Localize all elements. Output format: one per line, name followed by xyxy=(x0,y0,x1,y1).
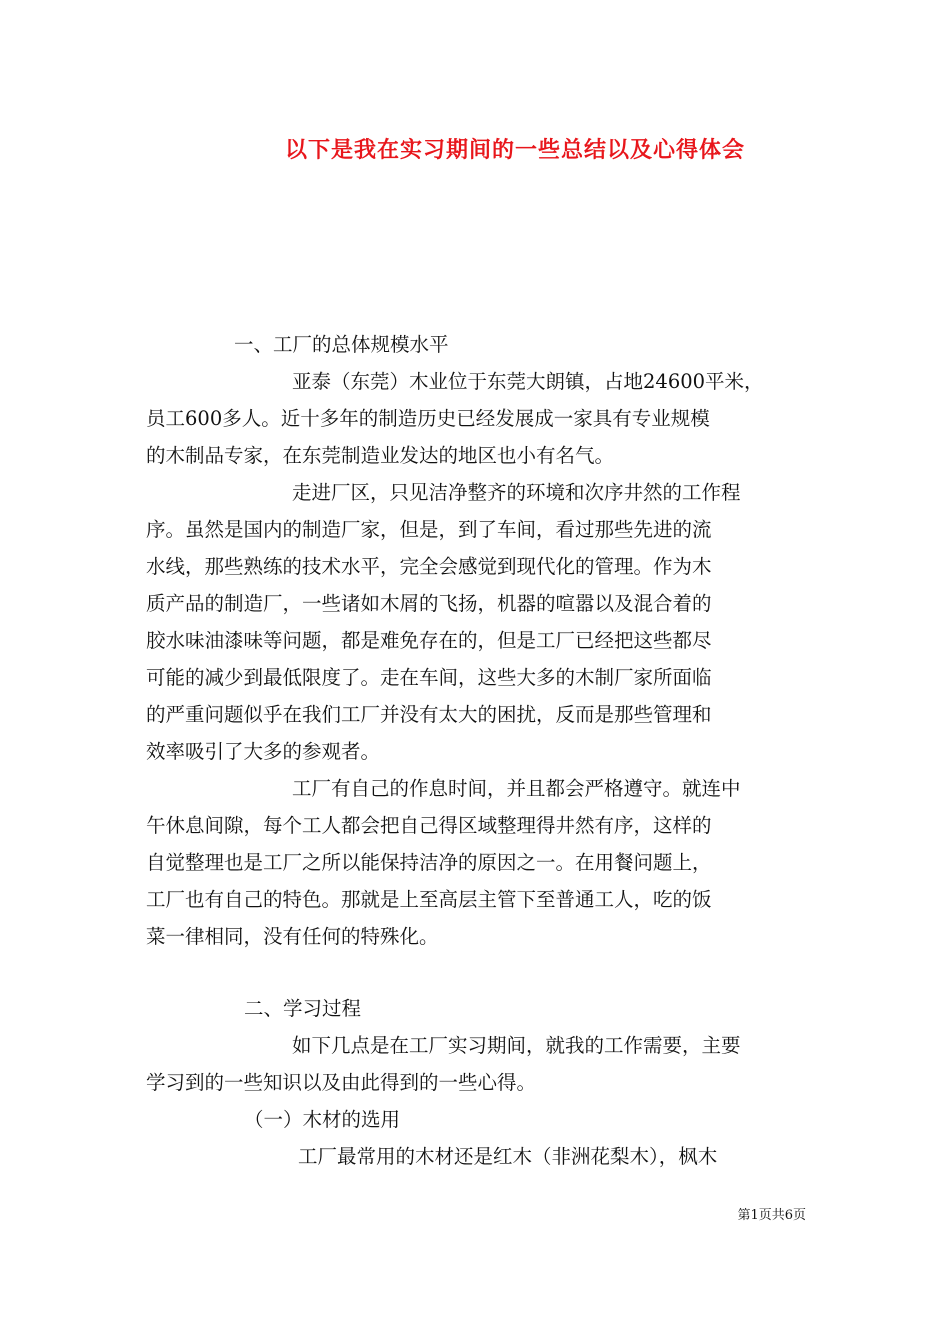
page-number-footer: 第1页共6页 xyxy=(737,1208,806,1223)
paragraph-line: 二、学习过程 xyxy=(244,997,362,1020)
paragraph-line: 质产品的制造厂，一些诸如木屑的飞扬，机器的喧嚣以及混合着的 xyxy=(146,592,712,615)
paragraph-line: 的木制品专家，在东莞制造业发达的地区也小有名气。 xyxy=(146,444,615,467)
paragraph-line: 工厂也有自己的特色。那就是上至高层主管下至普通工人，吃的饭 xyxy=(146,888,712,911)
paragraph-line: 自觉整理也是工厂之所以能保持洁净的原因之一。在用餐问题上， xyxy=(146,851,712,874)
paragraph-line: 序。虽然是国内的制造厂家，但是，到了车间，看过那些先进的流 xyxy=(146,518,712,541)
paragraph-line: 员工600多人。近十多年的制造历史已经发展成一家具有专业规模 xyxy=(146,407,710,430)
paragraph-line: 走进厂区，只见洁净整齐的环境和次序井然的工作程 xyxy=(292,481,741,504)
page-title: 以下是我在实习期间的一些总结以及心得体会 xyxy=(284,137,745,163)
paragraph-line: 水线，那些熟练的技术水平，完全会感觉到现代化的管理。作为木 xyxy=(146,555,712,578)
paragraph-line: 胶水味油漆味等问题，都是难免存在的，但是工厂已经把这些都尽 xyxy=(146,629,712,652)
paragraph-line: 午休息间隙，每个工人都会把自己得区域整理得井然有序，这样的 xyxy=(146,814,712,837)
paragraph-line: 学习到的一些知识以及由此得到的一些心得。 xyxy=(146,1071,537,1094)
paragraph-line: 工厂最常用的木材还是红木（非洲花梨木），枫木 xyxy=(298,1145,718,1168)
paragraph-line: 效率吸引了大多的参观者。 xyxy=(146,740,381,763)
paragraph-line: 工厂有自己的作息时间，并且都会严格遵守。就连中 xyxy=(292,777,741,800)
paragraph-line: 菜一律相同，没有任何的特殊化。 xyxy=(146,925,439,948)
paragraph-line: 如下几点是在工厂实习期间，就我的工作需要，主要 xyxy=(292,1034,741,1057)
paragraph-line: 的严重问题似乎在我们工厂并没有太大的困扰，反而是那些管理和 xyxy=(146,703,712,726)
paragraph-line: 亚泰（东莞）木业位于东莞大朗镇，占地24600平米， xyxy=(292,370,764,393)
paragraph-line: 可能的减少到最低限度了。走在车间，这些大多的木制厂家所面临 xyxy=(146,666,712,689)
paragraph-line: （一）木材的选用 xyxy=(244,1108,401,1131)
paragraph-line: 一、工厂的总体规模水平 xyxy=(234,333,449,356)
